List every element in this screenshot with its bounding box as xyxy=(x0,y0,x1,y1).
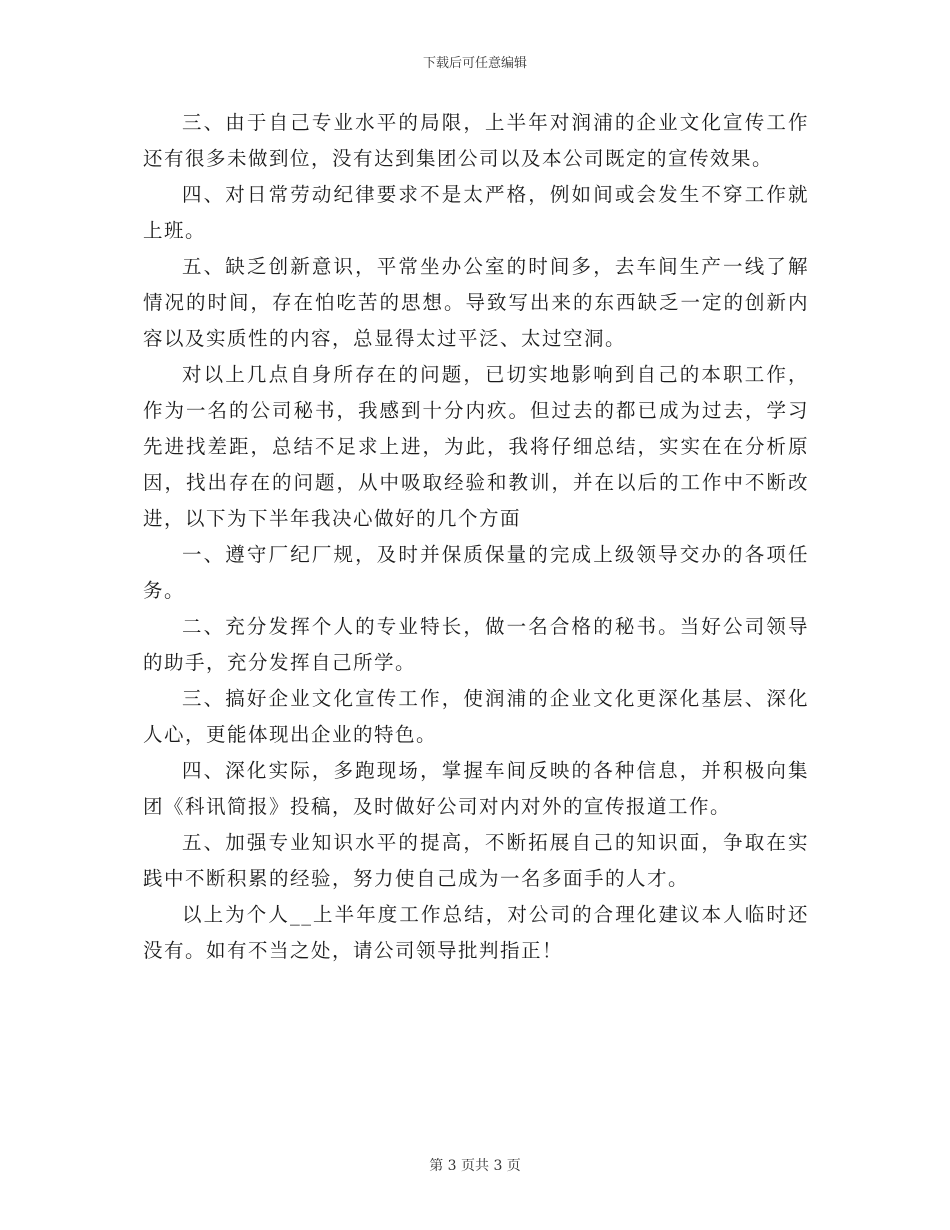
paragraph-plan-four: 四、深化实际，多跑现场，掌握车间反映的各种信息，并积极向集团《科讯简报》投稿，及时做好公司对内对外的宣传报道工作。 xyxy=(143,759,809,818)
page-number-footer: 第 3 页共 3 页 xyxy=(429,1158,521,1174)
paragraph-reflection: 对以上几点自身所存在的问题，已切实地影响到自己的本职工作，作为一名的公司秘书，我感到十分内疚。但过去的都已成为过去，学习先进找差距，总结不足求上进，为此，我将仔细总结，实实在在分析原因，找出存在的问题，从中吸取经验和教训，并在以后的工作中不断改进，以下为下半年我决心做好的几个方面 xyxy=(143,363,809,530)
paragraph-point-three-weakness: 三、由于自己专业水平的局限，上半年对润浦的企业文化宣传工作还有很多未做到位，没有达到集团公司以及本公司既定的宣传效果。 xyxy=(143,111,809,170)
paragraph-plan-three: 三、搞好企业文化宣传工作，使润浦的企业文化更深化基层、深化人心，更能体现出企业的特色。 xyxy=(143,687,809,746)
paragraph-plan-two: 二、充分发挥个人的专业特长，做一名合格的秘书。当好公司领导的助手，充分发挥自己所学。 xyxy=(143,615,809,674)
paragraph-point-five-weakness: 五、缺乏创新意识，平常坐办公室的时间多，去车间生产一线了解情况的时间，存在怕吃苦的思想。导致写出来的东西缺乏一定的创新内容以及实质性的内容，总显得太过平泛、太过空洞。 xyxy=(143,255,809,350)
paragraph-conclusion: 以上为个人__上半年度工作总结，对公司的合理化建议本人临时还没有。如有不当之处，请公司领导批判指正！ xyxy=(143,903,809,962)
document-body xyxy=(143,105,809,969)
paragraph-plan-one: 一、遵守厂纪厂规，及时并保质保量的完成上级领导交办的各项任务。 xyxy=(143,543,809,602)
page-header-note: 下载后可任意编辑 xyxy=(422,56,527,71)
paragraph-point-four-weakness: 四、对日常劳动纪律要求不是太严格，例如间或会发生不穿工作就上班。 xyxy=(143,183,809,242)
paragraph-plan-five: 五、加强专业知识水平的提高，不断拓展自己的知识面，争取在实践中不断积累的经验，努力使自己成为一名多面手的人才。 xyxy=(143,831,809,890)
